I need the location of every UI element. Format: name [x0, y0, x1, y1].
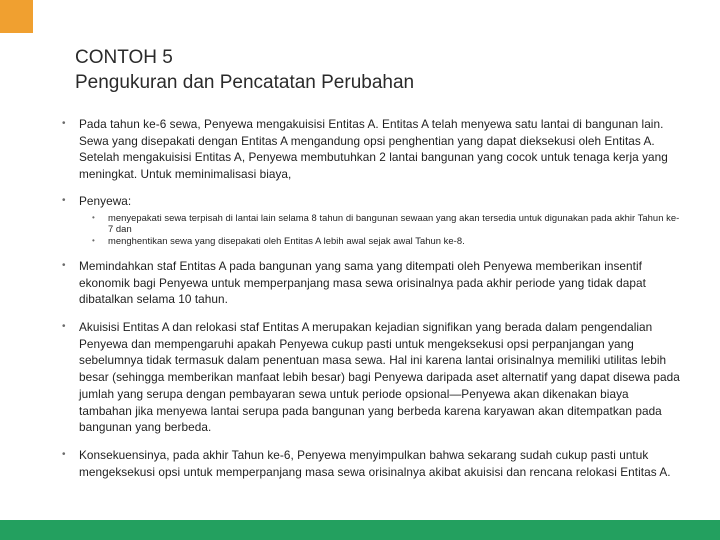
sub-list-item	[92, 235, 682, 247]
slide-content	[62, 116, 682, 480]
list-item-text: Memindahkan staf Entitas A pada bangunan yang sama yang ditempati oleh Penyewa memberikan insentif ekonomik bagi Penyewa untuk memperpanjang masa sewa orisinalnya pada akhir periode yang tidak dapat dibatalkan selama 10 tahun.	[79, 258, 646, 307]
title-line-2: Pengukuran dan Pencatatan Perubahan	[75, 72, 415, 93]
list-item	[62, 116, 682, 183]
sub-list-item-text: menghentikan sewa yang disepakati oleh Entitas A lebih awal sejak awal Tahun ke-8.	[108, 235, 465, 247]
sub-list	[92, 212, 682, 247]
slide-title	[75, 45, 414, 95]
list-item	[62, 258, 682, 308]
list-item-text: Konsekuensinya, pada akhir Tahun ke-6, Penyewa menyimpulkan bahwa sekarang sudah cukup pasti untuk mengeksekusi opsi untuk memperpanjang masa sewa orisinalnya akibat akuisisi dan rencana relokasi Entitas A.	[79, 447, 671, 479]
list-item	[62, 447, 682, 480]
sub-list-item	[92, 212, 682, 236]
list-item-text: Pada tahun ke-6 sewa, Penyewa mengakuisisi Entitas A. Entitas A telah menyewa satu lantai di bangunan lain. Sewa yang disepakati dengan Entitas A mengandung opsi penghentian yang dapat dieksekusi oleh Entitas A. Setelah mengakuisisi Entitas A, Penyewa membutuhkan 2 lantai bangunan yang cocok untuk tenaga kerja yang meningkat. Untuk meminimalisasi biaya,	[79, 117, 668, 182]
list-item-text: Penyewa:	[79, 193, 132, 208]
list-item	[62, 193, 682, 247]
title-line-1: CONTOH 5	[75, 47, 173, 68]
sub-bullet-icon: •	[92, 212, 95, 222]
bullet-icon: •	[62, 194, 66, 206]
sub-list-item-text: menyepakati sewa terpisah di lantai lain selama 8 tahun di bangunan sewaan yang akan tersedia untuk digunakan pada akhir Tahun ke-7 dan	[108, 211, 680, 235]
bullet-icon: •	[62, 321, 66, 333]
list-item-text: Akuisisi Entitas A dan relokasi staf Entitas A merupakan kejadian signifikan yang berada dalam pengendalian Penyewa dan mempengaruhi apakah Penyewa cukup pasti untuk mengeksekusi opsi perpanjangan yang sebelumnya tidak termasuk dalam penentuan masa sewa. Hal ini karena lantai orisinalnya memiliki utilitas lebih besar (sehingga memberikan manfaat lebih besar) bagi Penyewa daripada aset alternatif yang dapat disewa pada jumlah yang serupa dengan pembayaran sewa untuk periode opsional—Penyewa akan dikenakan biaya tambahan jika menyewa lantai serupa pada bangunan yang berbeda karena karyawan akan ditempatkan pada bangunan yang berbeda.	[79, 320, 680, 435]
accent-square	[0, 0, 33, 33]
bullet-icon: •	[62, 118, 66, 129]
sub-bullet-icon: •	[92, 236, 95, 246]
bullet-icon: •	[62, 259, 66, 271]
list-item	[62, 319, 682, 436]
footer-bar	[0, 520, 720, 540]
bullet-icon: •	[62, 448, 66, 460]
